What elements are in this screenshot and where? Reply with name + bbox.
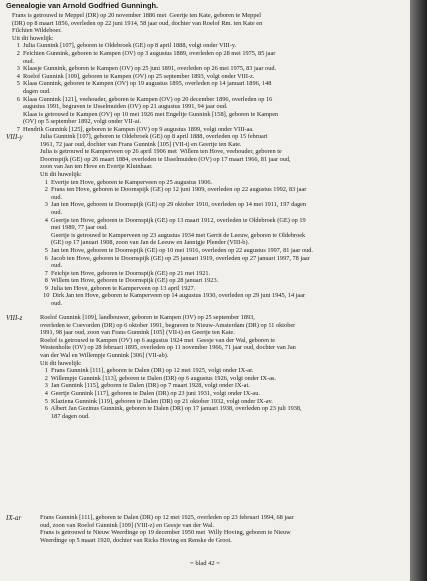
text-line: Doornspijk (GE) op 26 maart 1884, overleden te IJsselmuiden (OV) op 17 maart 1966, 81 jaar oud, (40, 155, 291, 163)
page-header: Genealogie van Arnold Godfried Gunningh. (6, 1, 159, 10)
text-line: 1991, 98 jaar oud, zoon van Frans Gunnink [105] (VII-t) en Geertje ten Kate. (40, 329, 235, 337)
text-line: 1 Evertje ten Hove, geboren te Kamperveen op 25 augustus 1906. (40, 178, 213, 186)
text-line: Frans is getrouwd te Nieuw Weerdinge op 19 december 1950 met Willy Hoving, geboren te Nieuw (40, 529, 291, 537)
text-line: dagen oud. (12, 87, 51, 95)
text-line: augustus 1991, begraven te IJsselmuiden (OV) op 21 augustus 1991, 94 jaar oud. (12, 103, 228, 111)
text-line: 3 Klaasje Gunnink, geboren te Kampen (OV) op 25 juni 1891, overleden op 26 mei 1975, 83 jaar oud. (12, 65, 277, 73)
text-line: 10 Dirk Jan ten Hove, geboren te Kamperveen op 14 augustus 1930, overleden op 29 juni 1945, 14 jaar (40, 292, 306, 300)
text-line: 4 Geertje Gunnink [117], geboren te Dalen (DR) op 23 juni 1931, volgt onder IX-au. (40, 389, 260, 397)
text-line: 2 Feichien Gunnink, geboren te Kampen (OV) op 3 augustus 1889, overleden op 28 mei 1975, 85 jaar (12, 49, 276, 57)
text-line: van der Wal en Willempje Gunnink [306] (VII-ab). (40, 351, 169, 359)
text-line: 5 Klaas Gunnink, geboren te Kampen (OV) op 19 augustus 1895, overleden op 14 januari 1896, 148 (12, 80, 272, 88)
page-edge-shadow (410, 0, 427, 581)
page-number-footer: = blad 42 = (190, 560, 220, 567)
family-block-frans-ix (40, 514, 294, 544)
text-line: Uit dit huwelijk: (40, 359, 82, 367)
text-line: 6 Klaas Gunnink [121], veehouder, geboren te Kampen (OV) op 20 december 1896, overleden op 16 (12, 95, 273, 103)
text-line: Weerdinge op 5 maart 1920, dochter van Ricks Hoving en Renske de Groot. (40, 536, 232, 544)
text-line: zoon van Jan ten Hove en Evertje Kluinhaar. (40, 163, 153, 171)
text-line: 8 Willem ten Hove, geboren te Doornspijk (GE) op 28 januari 1923. (40, 277, 219, 285)
generation-label-viii-z: VIII-z (6, 314, 23, 322)
text-line: 6 Jacob ten Hove, geboren te Doornspijk (GE) op 25 januari 1919, overleden op 27 januari 1997, 78 jaar (40, 254, 310, 262)
text-line: (DR) op 8 maart 1856, overleden op 22 juni 1914, 58 jaar oud, dochter van Roelof Rm. ten Kate en (12, 19, 263, 27)
text-line: 7 Feichje ten Hove, geboren te Doornspijk (GE) op 21 mei 1921. (40, 269, 211, 277)
text-line: 5 Klaziena Gunnink [119], geboren te Dalen (DR) op 21 oktober 1932, volgt onder IX-av. (40, 397, 273, 405)
text-line: oud. (40, 208, 63, 216)
text-line: Uit dit huwelijk: (12, 34, 54, 42)
text-line: 9 Julia ten Hove, geboren te Kamperveen op 13 april 1927. (40, 284, 196, 292)
text-line: oud. (40, 193, 63, 201)
text-line: overleden te Coevorden (DR) op 6 oktober 1991, begraven te Nieuw-Amsterdam (DR) op 11 oktober (40, 321, 296, 329)
family-block-julia (40, 133, 313, 308)
text-line: 1961, 72 jaar oud, dochter van Frans Gunnink [105] (VII-t) en Geertje ten Kate. (40, 140, 242, 148)
family-block-frans-children (12, 12, 278, 134)
text-line: 1 Frans Gunnink [111], geboren te Dalen (DR) op 12 mei 1925, volgt onder IX-ar. (40, 367, 254, 375)
text-line: 3 Jan Gunnink [115], geboren te Dalen (DR) op 7 maart 1928, volgt onder IX-at. (40, 382, 250, 390)
text-line: 2 Willempje Gunnink [113], geboren te Dalen (DR) op 6 augustus 1926, volgt onder IX-as. (40, 374, 277, 382)
text-line: oud. (40, 300, 63, 308)
text-line: 2 Frans ten Hove, geboren te Doornspijk (GE) op 12 juni 1909, overleden op 22 augustus 1992, 83 jaar (40, 186, 307, 194)
text-line: 6 Albert Jan Gezinus Gunnink, geboren te Dalen (DR) op 17 januari 1938, overleden op 23 juli 1938, (40, 405, 302, 413)
text-line: 7 Hendrik Gunnink [125], geboren te Kampen (OV) op 9 augustus 1899, volgt onder VIII-aa. (12, 125, 254, 133)
text-line: Geertje is getrouwd te Kamperveen op 23 augustus 1934 met Gerrit de Leeuw, geboren te Oldebroek (40, 231, 306, 239)
generation-label-viii-y: VIII-y (6, 133, 23, 141)
text-line: Frans Gunnink [111], geboren te Dalen (DR) op 12 mei 1925, overleden op 23 februari 1994, 68 jaar (40, 514, 294, 521)
text-line: Westenholte (OV) op 28 februari 1895, overleden op 11 november 1966, 71 jaar oud, dochter van Jan (40, 344, 296, 352)
text-line: Uit dit huwelijk: (40, 170, 82, 178)
text-line: 4 Geertje ten Hove, geboren te Doornspijk (GE) op 13 maart 1912, overleden te Oldebroek (GE) op 19 (40, 216, 306, 224)
text-line: (OV) op 5 september 1892, volgt onder VII-ai. (12, 118, 141, 126)
text-line: oud. (40, 262, 63, 270)
text-line: (GE) op 17 januari 1908, zoon van Jan de Leeuw en Jannigje Plender (VIII-b). (40, 239, 250, 247)
text-line: 3 Jan ten Hove, geboren te Doornspijk (GE) op 29 oktober 1910, overleden op 14 mei 1911, 197 dagen (40, 201, 307, 209)
text-line: mei 1989, 77 jaar oud. (40, 224, 108, 232)
text-line: 187 dagen oud. (40, 412, 90, 420)
text-line: oud. (12, 57, 35, 65)
text-line: Roelof is getrouwd te Kampen (OV) op 6 augustus 1924 met Geesje van der Wal, geboren te (40, 336, 276, 344)
family-block-roelof (40, 314, 302, 420)
text-line: 1 Julia Gunnink [107], geboren te Oldebroek (GE) op 8 april 1888, volgt onder VIII-y. (12, 42, 237, 50)
text-line: Klaas is getrouwd te Kampen (OV) op 10 mei 1926 met Engeltje Gunnink [158], geboren te Kampen (12, 110, 279, 118)
text-line: oud, zoon van Roelof Gunnink [109] (VIII-z) en Geesje van der Wal. (40, 521, 215, 529)
text-line: Frans is getrouwd te Meppel (DR) op 20 november 1886 met Geertje ten Kate, geboren te Meppel (12, 12, 262, 19)
text-line: Julia Gunnink [107], geboren te Oldebroek (GE) op 8 april 1888, overleden op 15 februari (40, 133, 268, 140)
text-line: Julia is getrouwd te Kamperveen op 26 april 1906 met Willem ten Hove, veehouder, geboren te (40, 148, 282, 156)
text-line: Roelof Gunnink [109], landbouwer, geboren te Kampen (OV) op 25 september 1893, (40, 314, 255, 321)
text-line: Filchien Wildeboer. (12, 27, 62, 35)
text-line: 4 Roelof Gunnink [109], geboren te Kampen (OV) op 25 september 1893, volgt onder VIII-z. (12, 72, 255, 80)
generation-label-ix-ar: IX-ar (6, 514, 22, 522)
text-line: 5 Jan ten Hove, geboren te Doornspijk (GE) op 10 mei 1916, overleden op 22 augustus 1997, 81 jaar oud. (40, 246, 313, 254)
